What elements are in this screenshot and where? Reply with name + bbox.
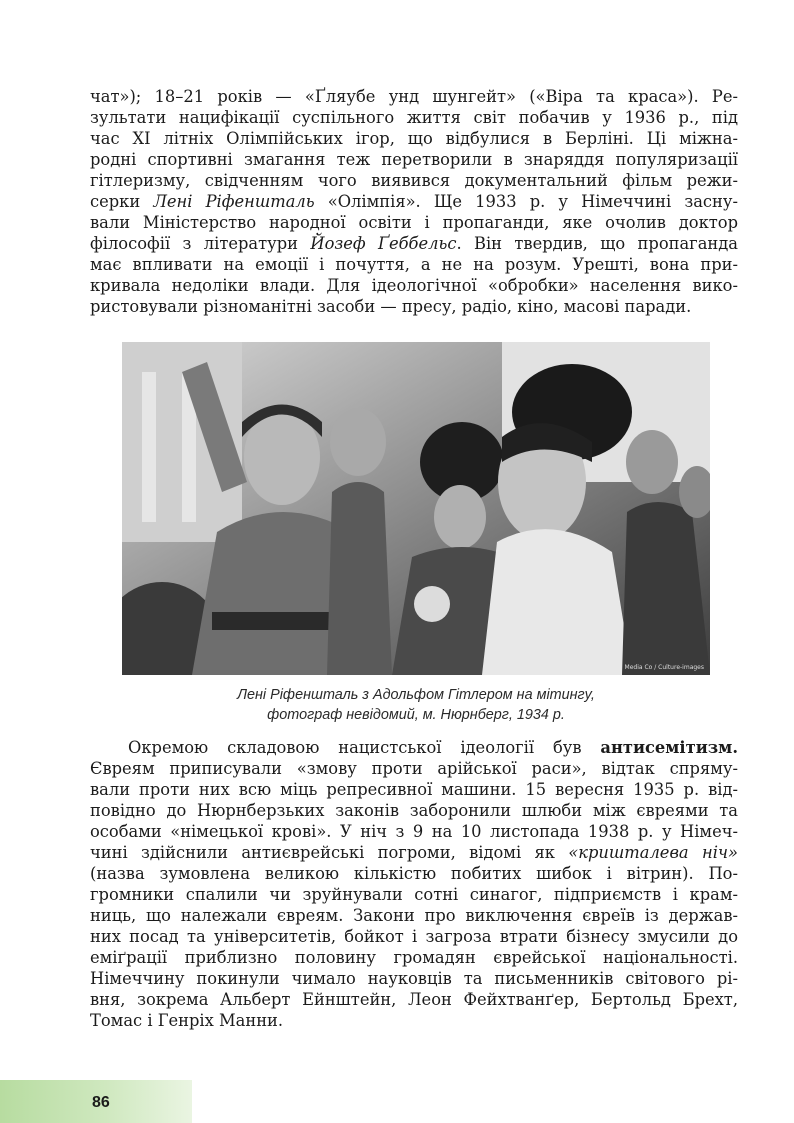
photo-caption [122,685,710,725]
photo-credit-watermark: Media Co / Culture-images [624,664,704,671]
text-line: вали Міністерство народної освіти і пропаганди, яке очолив доктор [90,213,738,232]
text-line: ниць, що належали євреям. Закони про виключення євреїв із держав- [90,906,738,925]
text-line: Німеччину покинули чимало науковців та письменників світового рі- [90,969,738,988]
text-span: серки [90,192,154,211]
text-span: «Олімпія». Ще 1933 р. у Німеччині засну- [314,192,738,211]
text-line: має впливати на емоції і почуття, а не на розум. Урешті, вона при- [90,255,738,274]
text-span: Окремою складовою нацистської ідеології був [128,738,601,757]
text-span: . [732,738,738,757]
top-paragraph [90,86,738,317]
text-line: кривала недоліки влади. Для ідеологічної «обробки» населення вико- [90,276,738,295]
text-span: . Він твердив, що пропаганда [456,234,738,253]
page-number: 86 [92,1094,110,1111]
text-line: еміґрації приблизно половину громадян єврейської національності. [90,948,738,967]
text-line: вали проти них всю міць репресивної машини. 15 вересня 1935 р. від- [90,780,738,799]
photo-illustration [122,342,710,675]
key-term-antisemitism: антисемітизм [600,738,733,757]
text-line [90,233,738,254]
text-line [90,842,738,863]
text-line [90,737,738,758]
text-line: повідно до Нюрнберзьких законів заборонили шлюби між євреями та [90,801,738,820]
text-line: зультати нацифікації суспільного життя світ побачив у 1936 р., під [90,108,738,127]
text-line: громники спалили чи зруйнували сотні синагог, підприємств і крам- [90,885,738,904]
person-name-riefenstahl: Лені Ріфеншталь [153,192,315,211]
text-line: родні спортивні змагання теж перетворили в знаряддя популяризації [90,150,738,169]
text-line: особами «німецької крові». У ніч з 9 на 10 листопада 1938 р. у Німеч- [90,822,738,841]
key-term-kristallnacht: «кришталева ніч» [568,843,738,862]
text-line [90,191,738,212]
text-line: вня, зокрема Альберт Ейнштейн, Леон Фейхтванґер, Бертольд Брехт, [90,990,738,1009]
caption-line: фотограф невідомий, м. Нюрнберг, 1934 р. [267,707,565,723]
historical-photo [122,342,710,675]
text-span: чині здійснили антиєврейські погроми, відомі як [90,843,569,862]
text-line: них посад та університетів, бойкот і загроза втрати бізнесу змусили до [90,927,738,946]
text-line: час XI літніх Олімпійських ігор, що відбулися в Берліні. Ці міжна- [90,129,738,148]
text-line: ристовували різноманітні засоби — пресу, радіо, кіно, масові паради. [90,297,692,316]
text-line: (назва зумовлена великою кількістю побитих шибок і вітрин). По- [90,864,738,883]
text-line: Томас і Генріх Манни. [90,1011,284,1030]
text-span: філософії з літератури [90,234,311,253]
person-name-goebbels: Йозеф Ґеббельс [310,234,457,253]
text-line: Євреям приписували «змову проти арійської раси», відтак спряму- [90,759,738,778]
caption-line: Лені Ріфеншталь з Адольфом Гітлером на мітингу, [237,687,595,703]
text-line: гітлеризму, свідченням чого виявився документальний фільм режи- [90,171,738,190]
text-line: чат»); 18–21 років — «Ґляубе унд шунгейт» («Віра та краса»). Ре- [90,87,738,106]
bottom-paragraph [90,737,738,1031]
